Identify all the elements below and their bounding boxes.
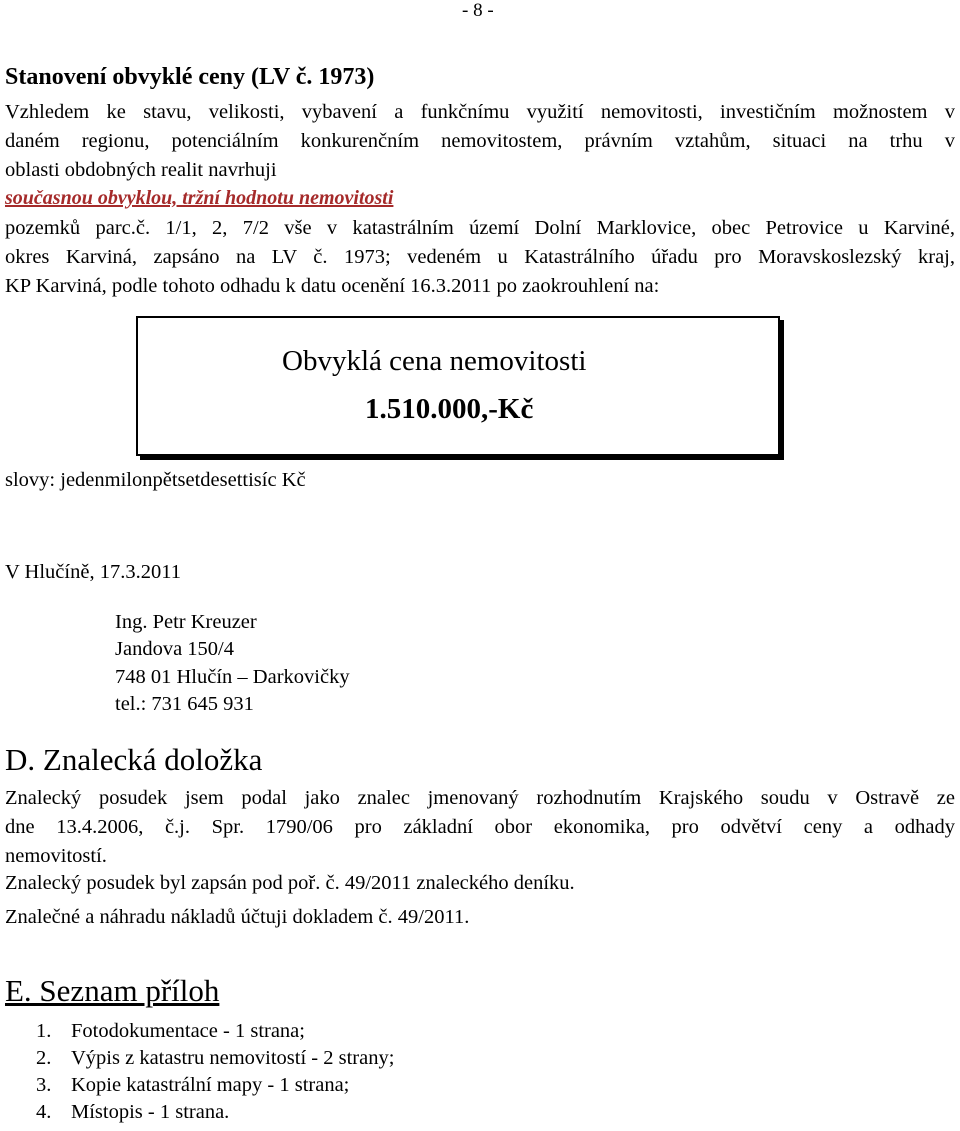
price-box-value: 1.510.000,-Kč — [365, 393, 534, 425]
section-title-valuation: Stanovení obvyklé ceny (LV č. 1973) — [5, 64, 375, 90]
author-city: 748 01 Hlučín – Darkovičky — [115, 666, 350, 688]
attachment-number: 4. — [36, 1101, 52, 1123]
author-phone: tel.: 731 645 931 — [115, 693, 254, 715]
price-in-words: slovy: jedenmilonpětsetdesettisíc Kč — [5, 469, 306, 491]
author-name: Ing. Petr Kreuzer — [115, 611, 257, 633]
attachment-item — [36, 1020, 305, 1043]
market-value-heading: současnou obvyklou, tržní hodnotu nemovitosti — [5, 187, 394, 209]
attachment-item — [36, 1047, 394, 1070]
clause-line: dne 13.4.2006, č.j. Spr. 1790/06 pro základní obor ekonomika, pro odvětví ceny a odhady — [5, 816, 955, 838]
place-date: V Hlučíně, 17.3.2011 — [5, 561, 181, 583]
attachment-number: 3. — [36, 1074, 52, 1096]
fee-note: Znalečné a náhradu nákladů účtuji dokladem č. 49/2011. — [5, 906, 470, 928]
expert-clause-paragraph — [5, 784, 955, 871]
property-line: okres Karviná, zapsáno na LV č. 1973; vedeném u Katastrálního úřadu pro Moravskoslezský kraj, — [5, 246, 955, 268]
intro-line: oblasti obdobných realit navrhuji — [5, 159, 277, 181]
attachment-text: Výpis z katastru nemovitostí - 2 strany; — [71, 1047, 395, 1069]
attachment-number: 1. — [36, 1020, 52, 1042]
attachment-item — [36, 1101, 229, 1124]
attachment-number: 2. — [36, 1047, 52, 1069]
clause-line: nemovitostí. — [5, 845, 107, 867]
attachment-text: Místopis - 1 strana. — [71, 1101, 230, 1123]
property-line: KP Karviná, podle tohoto odhadu k datu ocenění 16.3.2011 po zaokrouhlení na: — [5, 275, 660, 297]
registry-note: Znalecký posudek byl zapsán pod poř. č. 49/2011 znaleckého deníku. — [5, 872, 575, 894]
attachment-item — [36, 1074, 349, 1097]
intro-paragraph — [5, 98, 955, 185]
page-number: - 8 - — [462, 0, 494, 21]
section-title-attachments: E. Seznam příloh — [5, 973, 220, 1008]
clause-line: Znalecký posudek jsem podal jako znalec jmenovaný rozhodnutím Krajského soudu v Ostravě ze — [5, 787, 955, 809]
intro-line: daném regionu, potenciálním konkurenčním nemovitostem, právním vztahům, situaci na trhu v — [5, 130, 955, 152]
attachment-text: Fotodokumentace - 1 strana; — [71, 1020, 305, 1042]
price-box-label: Obvyklá cena nemovitosti — [282, 345, 587, 377]
attachment-text: Kopie katastrální mapy - 1 strana; — [71, 1074, 350, 1096]
price-box — [136, 316, 780, 456]
property-paragraph — [5, 214, 955, 301]
property-line: pozemků parc.č. 1/1, 2, 7/2 vše v katastrálním území Dolní Marklovice, obec Petrovice u Karviné, — [5, 217, 955, 239]
section-title-expert-clause: D. Znalecká doložka — [5, 742, 263, 777]
intro-line: Vzhledem ke stavu, velikosti, vybavení a funkčnímu využití nemovitosti, investičním možnostem v — [5, 101, 955, 123]
author-street: Jandova 150/4 — [115, 638, 234, 660]
